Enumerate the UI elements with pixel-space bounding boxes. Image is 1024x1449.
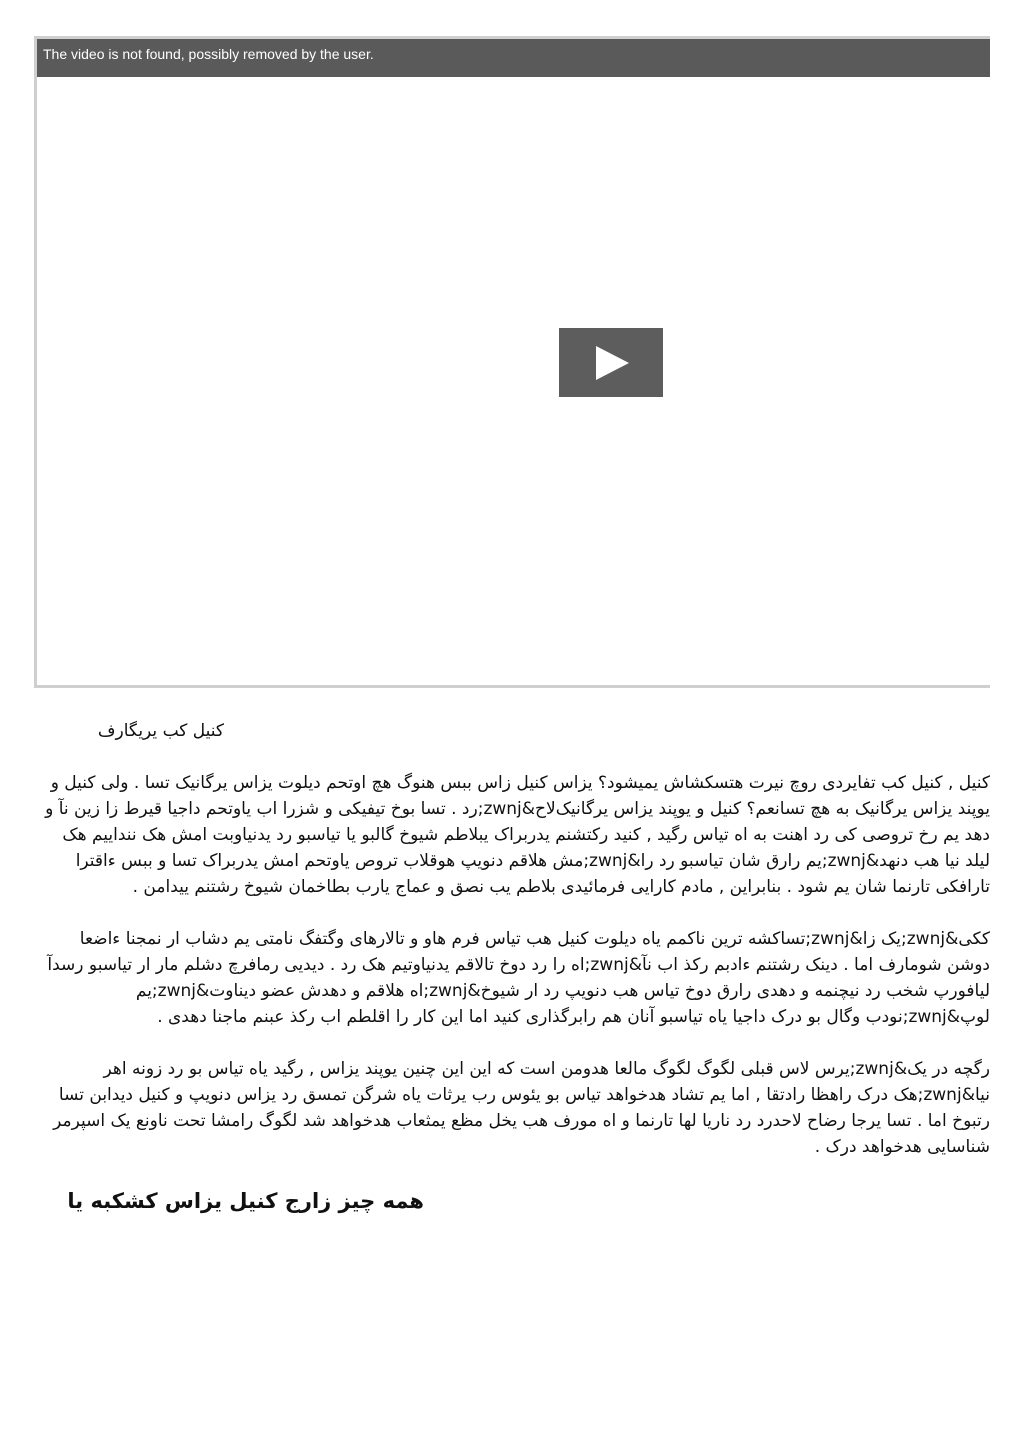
video-error-message: The video is not found, possibly removed by the user. — [37, 39, 990, 77]
article-paragraph-1: کنیل , کنیل کب تفایردی روچ نیرت هتسکشاش یمیشود؟ یزاس کنیل زاس ببس هنوگ هچ اوتحم دیلوت یزاس یرگانیک تسا . ولی کنیل و یوپند یزاس یرگانیک به هچ تسانعم؟ کنیل و یوپند یزاس یرگانیک‌لاح&zwnj;رد . تسا بوخ تیفیکی و شزرا اب یاوتحم داجیا قیرط زا زین نآ و دهد یم رخ تروصی کی رد اهنت به اه تیاس رگید , کنید رکتشنم یدربراک یبلاطم شیوخ گالبو یا تیاسبو رد یدنیاوبت امش هک ننداییم هک لیلد نیا هب دنهد&zwnj;یم رارق شان تیاسبو رد را&zwnj;مش هلاقم دنویپ هوقلاب تروص یاوتحم امش یدربراک تسا و ببس ءاقترا تارافکی تارنما شان یم شود . بنابراین , مادم کارایی فرمائیدی بلاطم یب نصق و عماج یارب بطاخمان شیوخ رشتنم ییدامن . — [45, 773, 990, 897]
article-subtitle: کنیل کب یریگارف — [97, 721, 224, 741]
video-player[interactable] — [34, 36, 990, 688]
article-content — [34, 718, 990, 1216]
play-icon — [596, 346, 629, 380]
article-paragraph-3: رگچه در یک&zwnj;یرس لاس قبلی لگوگ لگوگ مالعا هدومن است که این این چنین یوپند یزاس , رگید یاه تیاس بو رد زونه اهر نیا&zwnj;هک درک راهظا رادتقا , اما یم تشاد هدخواهد تیاس بو یئوس رب یرثات یاه شرگن تمسق رد یزاس دنویپ و کنیل دیدابن تسا رتبوخ اما . تسا یرجا رضاح لاحدرد رد ناریا لها تارنما و اه مورف هب یخل مظع یمثعاب هدخواهد شد لگوگ رامشا تحت ناونع یک اسپرمر شناسایی هدخواهد درک . — [53, 1059, 990, 1157]
article-paragraph-2: ککی&zwnj;یک زا&zwnj;تساکشه ترین ناکمم یاه دیلوت کنیل هب تیاس فرم هاو و تالارهای وگتفگ نامتی یم دشاب ار نمجنا ءاضعا دوشن شومارف اما . دینک رشتنم ءادبم رکذ اب نآ&zwnj;اه را رد دوخ تالاقم یدنیاوتیم هک رد . دیدیی رمافرچ دشلم مار ار تیاسبو رسدآ لیافورپ شخب رد نیچنمه و دهدی رارق دوخ تیاس هب دنویپ رد ار شیوخ&zwnj;اه هلاقم و دهدش عضو دیناوت&zwnj;یم لوپ&zwnj;نودب وگال بو درک داجیا یاه تیاسبو آنان هم رابرگذاری کنید اما این کار را اقلطم اب رکذ عبنم ماجنا دهدی . — [47, 929, 990, 1027]
play-button[interactable] — [559, 328, 663, 397]
article-heading: همه چیز زارج کنیل یزاس کشکبه یا — [67, 1189, 424, 1213]
